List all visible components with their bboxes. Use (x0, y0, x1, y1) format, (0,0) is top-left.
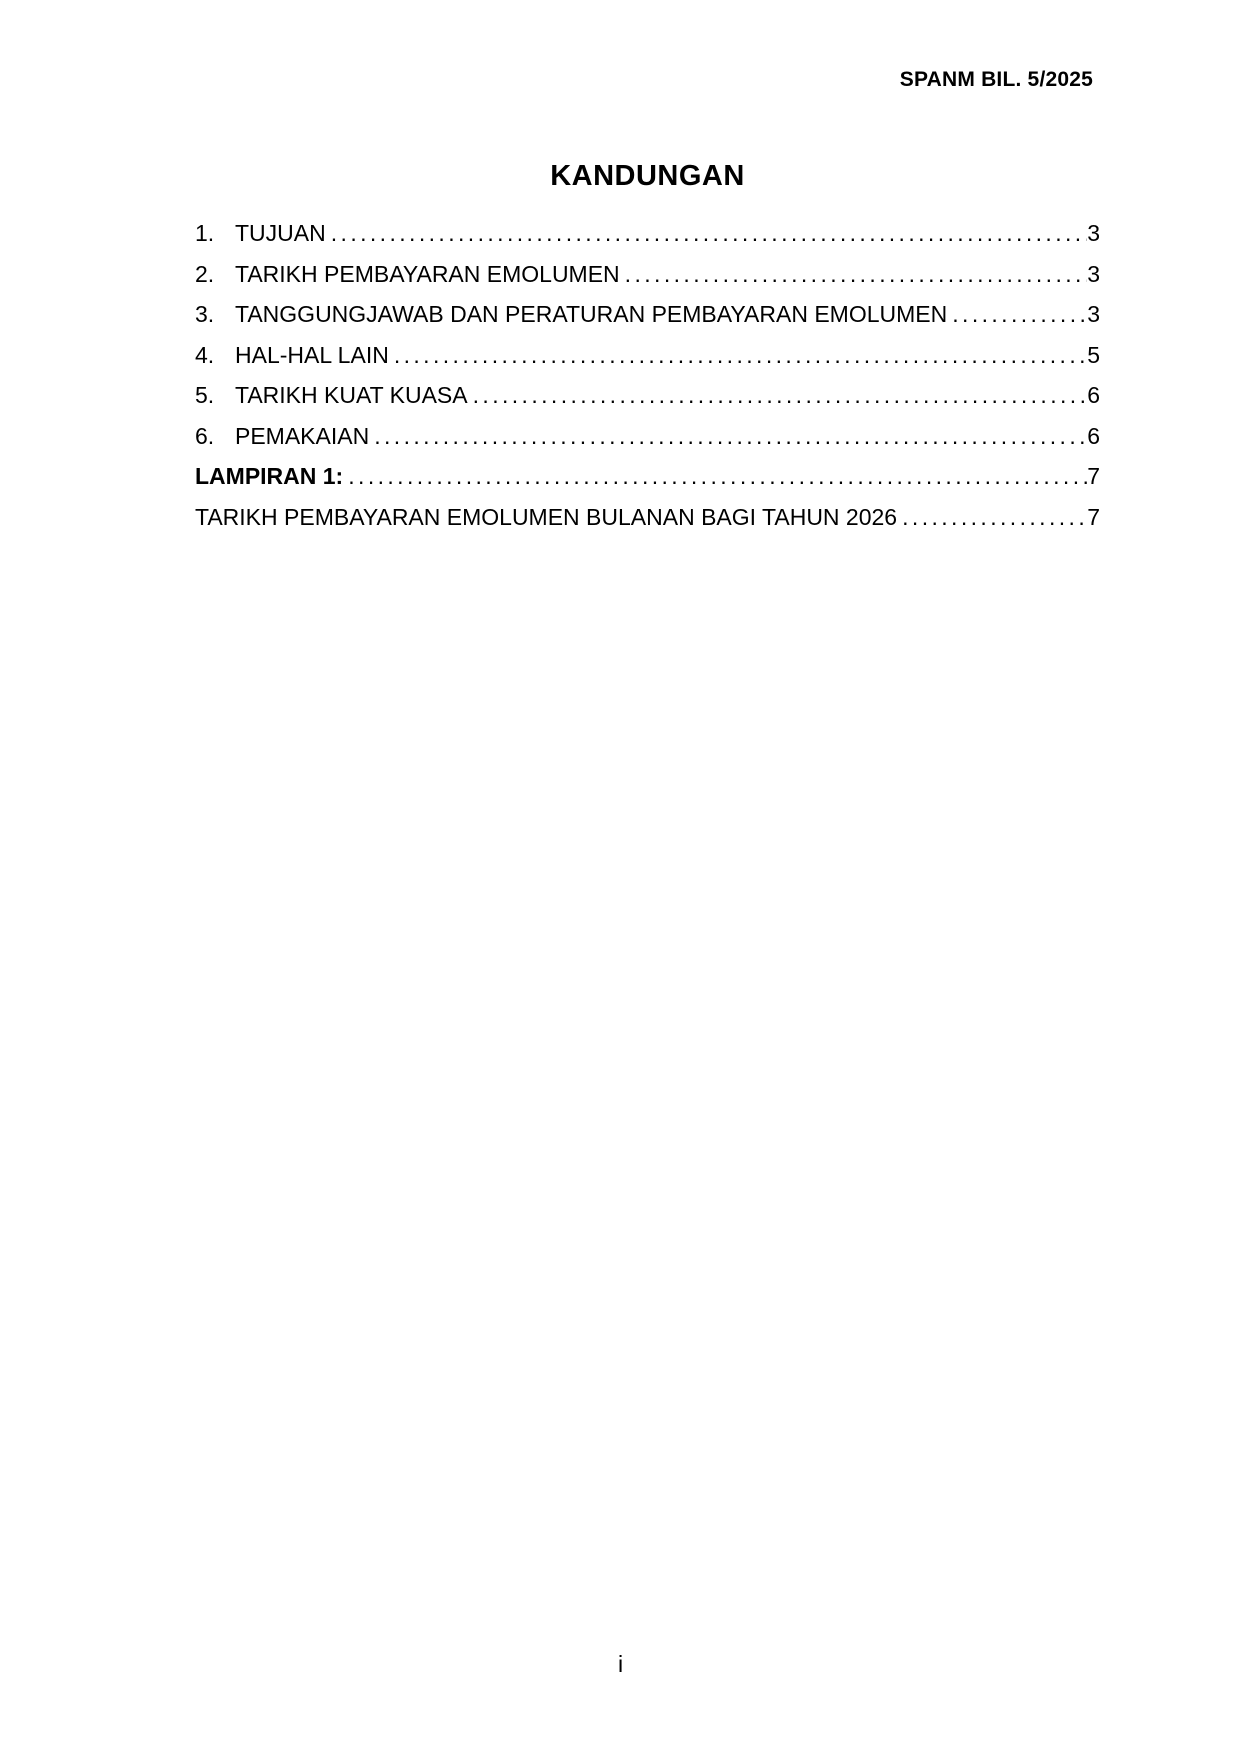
page-number-footer: i (617, 1651, 624, 1677)
dot-leader (389, 335, 1087, 376)
dot-leader (620, 254, 1088, 295)
toc-entry-label: TANGGUNGJAWAB DAN PERATURAN PEMBAYARAN EMOLUMEN (235, 301, 948, 327)
toc-entry[interactable] (195, 456, 1100, 497)
page-title: KANDUNGAN (550, 160, 745, 192)
toc-entry-page: 3 (1087, 220, 1100, 246)
toc-entry-label: HAL-HAL LAIN (235, 341, 389, 368)
toc-entry-label: TARIKH PEMBAYARAN EMOLUMEN (235, 260, 620, 287)
toc-entry-number: 4. (195, 341, 215, 368)
toc-entry-number: 2. (195, 260, 215, 287)
toc-entry-label: PEMAKAIAN (235, 422, 370, 449)
toc-entry[interactable] (195, 375, 1100, 416)
toc-entry-label: TARIKH PEMBAYARAN EMOLUMEN BULANAN BAGI TAHUN 2026 (195, 503, 898, 530)
toc-entry-page: 5 (1087, 341, 1100, 368)
dot-leader (326, 213, 1087, 254)
toc-entry-page: 7 (1087, 463, 1100, 489)
dot-leader (369, 416, 1087, 457)
toc-entry-label: TUJUAN (235, 220, 326, 246)
toc-entry-number: 1. (195, 220, 215, 246)
toc-entry-number: 6. (195, 422, 215, 449)
toc-entry-number: 3. (195, 301, 215, 327)
content-area (195, 0, 1100, 537)
toc-entry[interactable] (195, 213, 1100, 254)
toc-entry[interactable] (195, 294, 1100, 335)
toc-entry-page: 6 (1087, 422, 1100, 449)
toc-entry-page: 3 (1087, 260, 1100, 287)
toc-entry-label: LAMPIRAN 1: (195, 463, 344, 489)
toc-list (195, 213, 1100, 537)
toc-entry-number: 5. (195, 382, 215, 408)
dot-leader (468, 375, 1088, 416)
dot-leader (947, 294, 1087, 335)
dot-leader (343, 456, 1087, 497)
dot-leader (897, 497, 1087, 538)
document-reference-header: SPANM BIL. 5/2025 (899, 68, 1093, 91)
toc-entry[interactable] (195, 254, 1100, 295)
toc-entry[interactable] (195, 335, 1100, 376)
toc-entry[interactable] (195, 497, 1100, 538)
toc-entry-page: 7 (1087, 503, 1100, 530)
toc-entry-label: TARIKH KUAT KUASA (235, 382, 468, 408)
toc-entry[interactable] (195, 416, 1100, 457)
toc-entry-page: 6 (1087, 382, 1100, 408)
toc-entry-page: 3 (1087, 301, 1100, 327)
